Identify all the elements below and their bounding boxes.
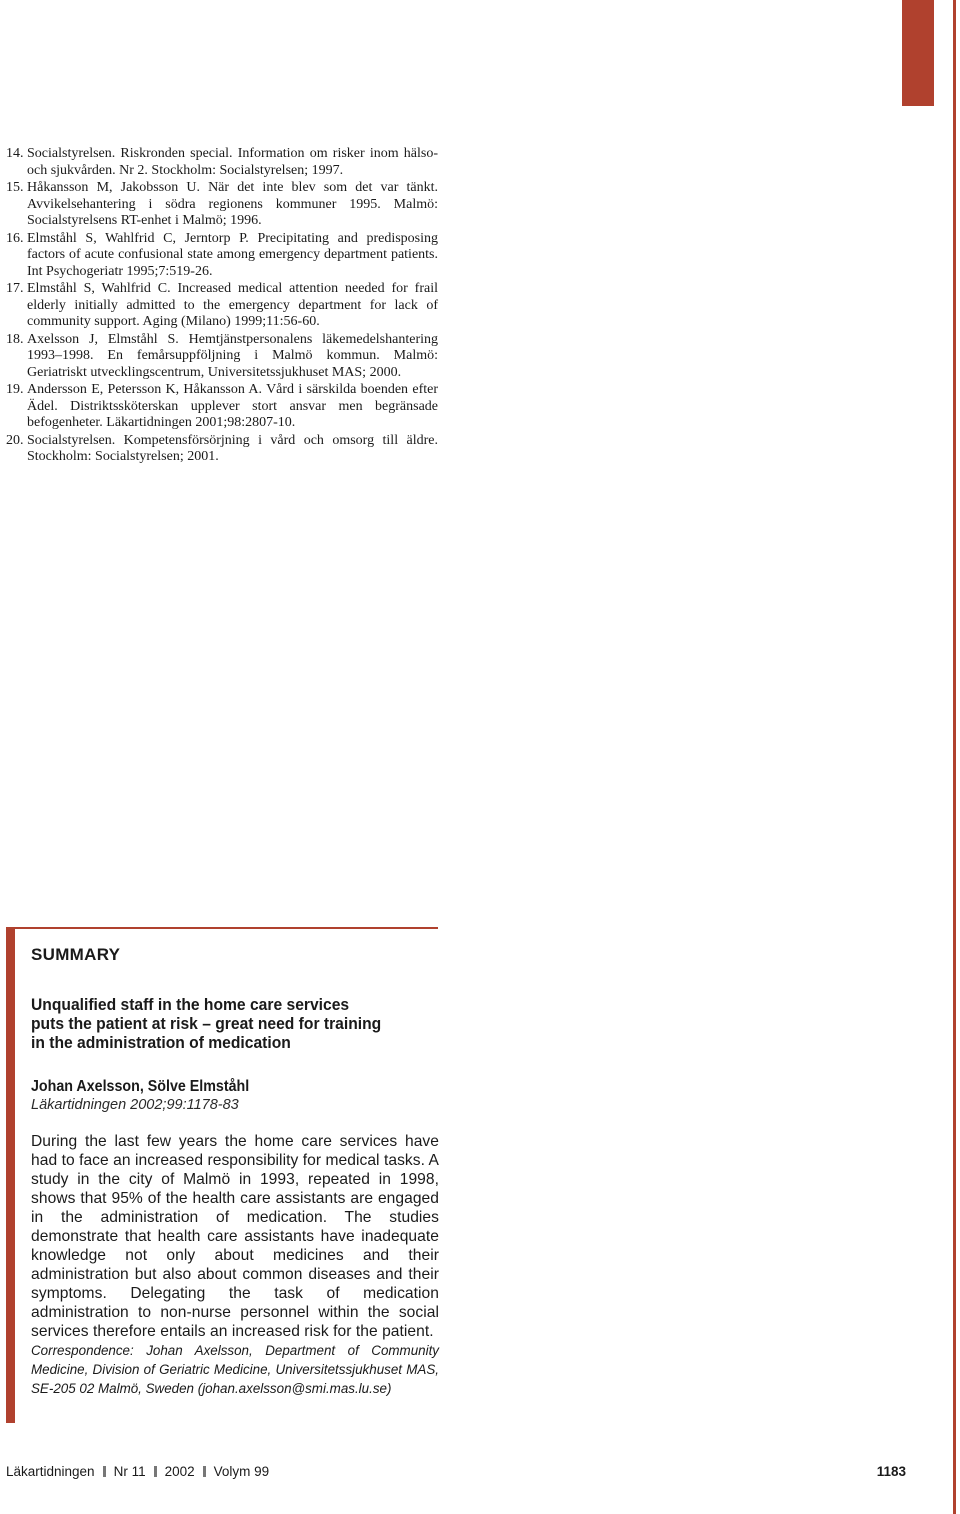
summary-title-line: in the administration of medication [31,1033,291,1052]
page-footer [6,1464,906,1484]
reference-item [6,332,438,382]
footer-year: 2002 [164,1464,195,1479]
summary-correspondence: Correspondence: Johan Axelsson, Department of Community Medicine, Division of Geriatric Medicine, Universitetssjukhuset MAS, SE-205 02 Malmö, Sweden (johan.axelsson@smi.mas.lu.se) [31,1343,439,1396]
reference-text: Socialstyrelsen. Kompetensförsörjning i vård och omsorg till äldre. Stockholm: Socialstyrelsen; 2001. [27,432,438,464]
reference-item [6,433,438,466]
page-edge-rule [953,0,956,1514]
summary-top-rule [6,927,438,929]
summary-title-line: Unqualified staff in the home care services [31,995,350,1014]
summary-content [31,945,439,1398]
summary-authors: Johan Axelsson, Sölve Elmståhl [31,1078,250,1095]
footer-volume: Volym 99 [213,1464,270,1479]
reference-text: Axelsson J, Elmståhl S. Hemtjänstpersonalens läkemedelshantering 1993–1998. En femårsuppföljning i Malmö kommun. Malmö: Geriatriskt utvecklingscentrum, Universitetssjukhuset MAS; 2000. [27,331,438,380]
reference-item [6,146,438,179]
summary-body: During the last few years the home care services have had to face an increased responsibility for medical tasks. A study in the city of Malmö in 1993, repeated in 1998, shows that 95% of the health care assistants are engaged in the administration of medication. The studies demonstrate that health care assistants have inadequate knowledge not only about medicines and their administration but also about common diseases and their symptoms. Delegating the task of medication administration to non-nurse personnel within the social services therefore entails an increased risk for the patient. [31,1133,439,1340]
reference-number: 18. [6,331,24,347]
corner-color-tab [902,0,934,106]
reference-text: Elmståhl S, Wahlfrid C. Increased medical attention needed for frail elderly initially admitted to the emergency department for lack of community support. Aging (Milano) 1999;11:56-60. [27,281,438,329]
reference-item [6,281,438,331]
summary-title-line: puts the patient at risk – great need for training [31,1014,382,1033]
reference-number: 15. [6,180,24,195]
summary-box [6,927,438,1423]
footer-separator [203,1466,206,1477]
summary-title [31,995,406,1052]
reference-number: 19. [6,382,24,397]
reference-item [6,231,438,281]
reference-text: Elmståhl S, Wahlfrid C, Jerntorp P. Precipitating and predisposing factors of acute confusional state among emergency department patients. Int Psychogeriatr 1995;7:519-26. [27,230,438,279]
summary-citation: Läkartidningen 2002;99:1178-83 [31,1097,239,1113]
summary-accent-bar [6,927,15,1423]
reference-text: Håkansson M, Jakobsson U. När det inte blev som det var tänkt. Avvikelsehantering i södra regionens kommuner 1995. Malmö: Socialstyrelsens RT-enhet i Malmö; 1996. [27,180,438,228]
reference-number: 16. [6,230,24,246]
reference-number: 14. [6,146,24,161]
footer-separator [103,1466,106,1477]
page-number: 1183 [876,1464,906,1479]
reference-item [6,180,438,230]
reference-list [6,146,438,467]
reference-text: Socialstyrelsen. Riskronden special. Information om risker inom hälso- och sjukvården. Nr 2. Stockholm: Socialstyrelsen; 1997. [27,146,438,178]
footer-issue: Nr 11 [113,1464,146,1479]
reference-number: 17. [6,281,24,296]
footer-journal: Läkartidningen [6,1464,95,1479]
reference-item [6,382,438,432]
reference-number: 20. [6,432,24,448]
footer-separator [154,1466,157,1477]
summary-heading: SUMMARY [31,945,121,964]
reference-text: Andersson E, Petersson K, Håkansson A. Vård i särskilda boenden efter Ädel. Distriktssköterskan upplever stort ansvar men begränsade befogenheter. Läkartidningen 2001;98:2807-10. [27,382,438,430]
